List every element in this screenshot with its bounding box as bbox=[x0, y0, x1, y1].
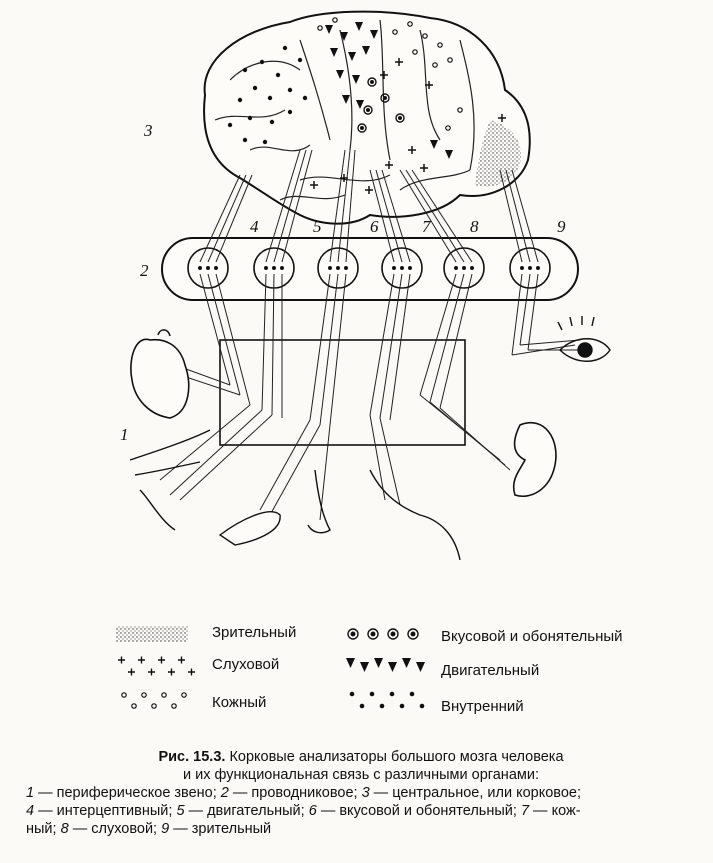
caption-title-line2: и их функциональная связь с различными органами: bbox=[183, 767, 539, 783]
brain-outline bbox=[204, 12, 530, 224]
figure-caption bbox=[26, 748, 696, 838]
arm-organ bbox=[130, 430, 210, 530]
caption-item-num: 5 bbox=[176, 803, 185, 819]
label-cortex: 3 bbox=[144, 121, 153, 140]
caption-item-text: — проводниковое; bbox=[228, 785, 362, 801]
caption-item-num: 9 bbox=[161, 821, 170, 837]
caption-item-num: 4 bbox=[26, 803, 35, 819]
label-5: 5 bbox=[313, 217, 322, 236]
caption-item-text: — зрительный bbox=[169, 821, 272, 837]
label-4: 4 bbox=[250, 217, 259, 236]
label-6: 6 bbox=[370, 217, 379, 236]
conductor-tube bbox=[162, 238, 578, 300]
caption-body-line3 bbox=[26, 820, 696, 838]
nose-organ bbox=[308, 470, 330, 533]
heart-organ bbox=[131, 330, 189, 418]
label-7: 7 bbox=[422, 217, 431, 236]
caption-body-line1 bbox=[26, 784, 696, 802]
caption-prefix: Рис. 15.3. bbox=[158, 749, 226, 765]
caption-item-text: — центральное, или корковое; bbox=[369, 785, 581, 801]
caption-body-line2 bbox=[26, 802, 696, 820]
legend-internal-swatch bbox=[350, 692, 425, 709]
caption-item-text: — слуховой; bbox=[68, 821, 162, 837]
legend-auditory: Слуховой bbox=[212, 656, 280, 673]
caption-title-line1 bbox=[26, 748, 696, 766]
legend-internal: Внутренний bbox=[441, 698, 524, 715]
legend-motor-swatch bbox=[346, 658, 425, 672]
caption-item-num: 3 bbox=[361, 785, 370, 801]
legend-auditory-swatch bbox=[118, 657, 195, 676]
label-9: 9 bbox=[557, 217, 566, 236]
legend-taste-swatch bbox=[348, 629, 418, 639]
caption-item-num: 7 bbox=[520, 803, 530, 819]
tongue-organ bbox=[220, 512, 280, 545]
caption-item-text: ный; bbox=[26, 821, 61, 837]
caption-item-text: — периферическое звено; bbox=[34, 785, 221, 801]
skin-organ bbox=[370, 470, 460, 560]
ear-organ bbox=[514, 423, 556, 497]
caption-item-text: — кож- bbox=[529, 803, 581, 819]
caption-item-num: 2 bbox=[220, 785, 229, 801]
caption-item-num: 1 bbox=[26, 785, 35, 801]
label-peripheral: 1 bbox=[120, 425, 129, 444]
legend-skin-swatch bbox=[122, 693, 186, 708]
legend-visual-swatch bbox=[116, 626, 188, 642]
label-8: 8 bbox=[470, 217, 479, 236]
caption-title-text1: Корковые анализаторы большого мозга человека bbox=[225, 749, 564, 765]
caption-item-num: 6 bbox=[308, 803, 317, 819]
caption-item-num: 8 bbox=[60, 821, 69, 837]
label-conductor: 2 bbox=[140, 261, 149, 280]
legend-taste-smell: Вкусовой и обонятельный bbox=[441, 628, 623, 645]
legend-skin: Кожный bbox=[212, 694, 267, 711]
legend-visual: Зрительный bbox=[212, 624, 297, 641]
caption-item-text: — двигательный; bbox=[184, 803, 309, 819]
caption-item-text: — вкусовой и обонятельный; bbox=[316, 803, 521, 819]
eye-organ bbox=[558, 316, 610, 361]
legend-motor: Двигательный bbox=[441, 662, 540, 679]
caption-item-text: — интерцептивный; bbox=[34, 803, 177, 819]
